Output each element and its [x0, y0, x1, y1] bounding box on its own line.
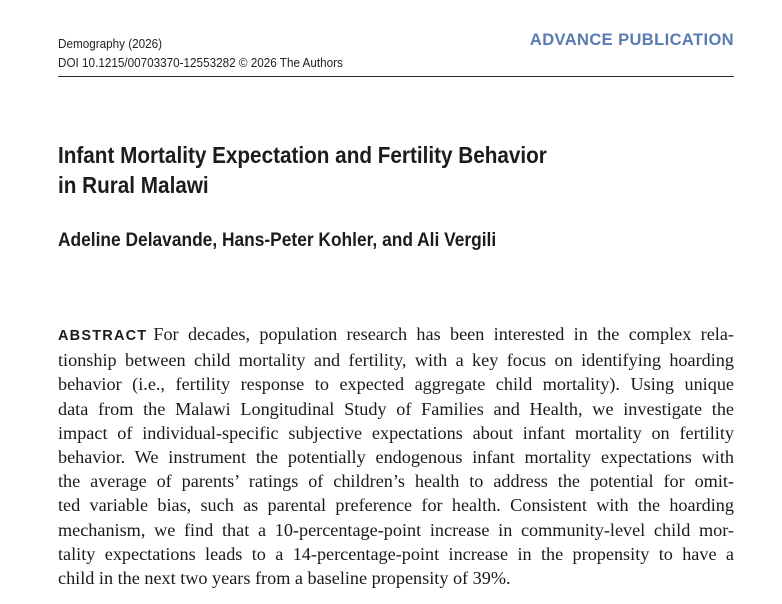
title-line: Infant Mortality Expectation and Fertility Behavior — [58, 142, 547, 168]
abstract — [58, 322, 734, 590]
abstract-line: tionship between child mortality and fertility, with a key focus on identifying hoarding — [58, 350, 734, 371]
publication-status: ADVANCE PUBLICATION — [529, 31, 734, 49]
journal-citation: Demography (2026) — [58, 36, 163, 51]
abstract-text: For decades, population research has been interested in the complex rela- — [153, 324, 734, 344]
abstract-label: ABSTRACT — [58, 328, 148, 344]
abstract-line: behavior. We instrument the potentially endogenous infant mortality expectations with — [58, 447, 734, 468]
abstract-line: impact of individual-specific subjective expectations about infant mortality on fertility — [58, 422, 734, 443]
header-divider — [58, 76, 734, 77]
article-title — [58, 140, 688, 200]
abstract-line: mechanism, we find that a 10-percentage-point increase in community-level child mor- — [58, 519, 734, 540]
abstract-line: behavior (i.e., fertility response to expected aggregate child mortality). Using unique — [58, 374, 734, 395]
abstract-line: child in the next two years from a baseline propensity of 39%. — [58, 568, 511, 589]
abstract-line: ted variable bias, such as parental preference for health. Consistent with the hoarding — [58, 495, 734, 516]
doi-line: DOI 10.1215/00703370-12553282 © 2026 The Authors — [58, 55, 343, 70]
author-list: Adeline Delavande, Hans-Peter Kohler, and Ali Vergili — [58, 229, 497, 251]
abstract-line: tality expectations leads to a 14-percentage-point increase in the propensity to have a — [58, 543, 734, 564]
title-line: in Rural Malawi — [58, 172, 209, 198]
abstract-line — [58, 322, 734, 348]
abstract-line: the average of parents’ ratings of children’s health to address the potential for omit- — [58, 471, 734, 492]
journal-header — [58, 34, 343, 72]
abstract-line: data from the Malawi Longitudinal Study of Families and Health, we investigate the — [58, 398, 734, 419]
